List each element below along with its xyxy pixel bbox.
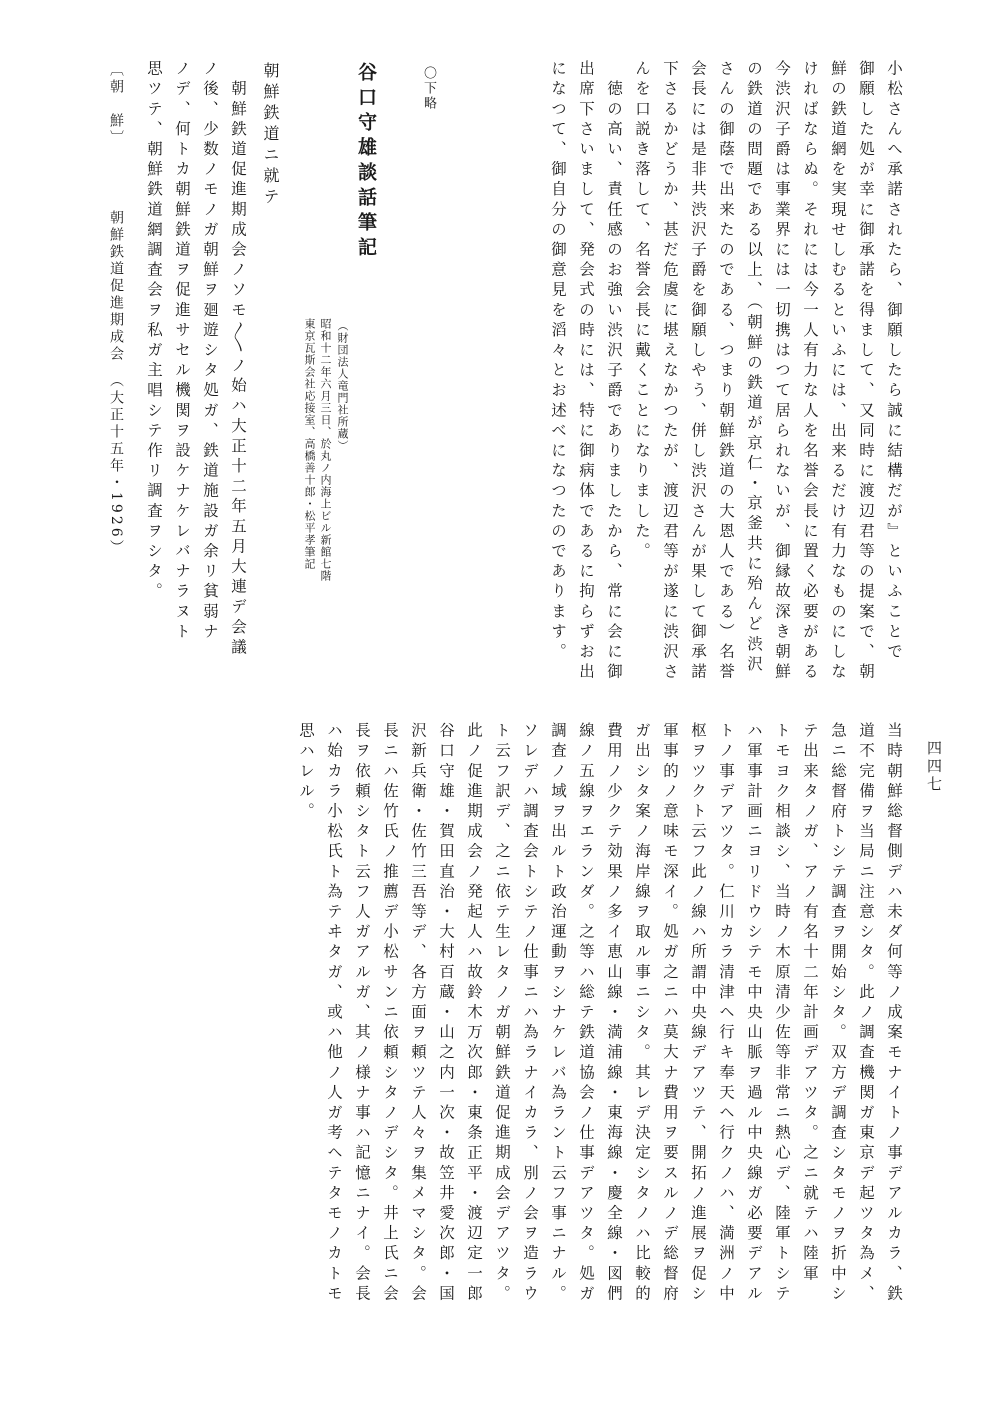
bottom-text-column-5: トモヨク相談シ、当時ノ木原清少佐等非常ニ熱心デ、陸軍トシテ <box>773 722 791 1305</box>
body-text-column-3: ノデ、何トカ朝鮮鉄道ヲ促進サセル機関ヲ設ケナケレバナラヌト <box>173 60 191 643</box>
bottom-text-column-4: テ出来タノガ、アノ有名十二年計画デアツタ。之ニ就テハ陸軍 <box>801 722 819 1285</box>
top-text-column-9: 下さるかどうか、甚だ危虞に堪えなかつたが、渡辺君等が遂に渋沢さ <box>661 60 679 684</box>
section-heading: 谷口守雄談話筆記 <box>355 62 377 262</box>
bottom-text-column-16: 此ノ促進期成会ノ発起人ハ故鈴木万次郎・東条正平・渡辺定一郎 <box>465 722 483 1305</box>
top-text-column-1: 小松さんへ承諾されたら、御願したら誠に結構だが』といふことで <box>885 60 903 663</box>
date-place-line-2: 東京瓦斯会社応接室、高橋善十郎・松平孝筆記 <box>303 318 316 570</box>
top-text-column-7: さんの御蔭で出来たのである、つまり朝鮮鉄道の大恩人である）名誉 <box>717 60 735 684</box>
top-text-column-6: の鉄道の問題である以上、（朝鮮の鉄道が京仁・京釜共に殆んど渋沢 <box>745 60 763 676</box>
bottom-text-column-18: 沢新兵衛・佐竹三吾等デ、各方面ヲ頼ツテ人々ヲ集メマシタ。会 <box>409 722 427 1305</box>
bottom-text-column-13: 調査ノ域ヲ出ルト政治運動ヲシナケレバ為ラント云フ事ニナル。 <box>549 722 567 1305</box>
category-caption: 〔朝 鮮〕 <box>108 62 124 147</box>
body-text-column-2: ノ後、少数ノモノガ朝鮮ヲ廻遊シタ処ガ、鉄道施設ガ余リ貧弱ナ <box>201 60 219 643</box>
bottom-text-column-1: 当時朝鮮総督側デハ未ダ何等ノ成案モナイトノ事デアルカラ、鉄 <box>885 722 903 1305</box>
bottom-text-column-11: 費用ノ少クテ効果ノ多イ恵山線・満浦線・東海線・慶全線・図們 <box>605 722 623 1305</box>
section-caption: 朝鮮鉄道促進期成会 （大正十五年・1926） <box>108 210 124 557</box>
bottom-text-column-8: 枢ヲツクト云フ此ノ線ハ所謂中央線デアツテ、開拓ノ進展ヲ促シ <box>689 722 707 1305</box>
bottom-text-column-21: ハ始カラ小松氏ト為テヰタガ、或ハ他ノ人ガ考ヘテタモノカトモ <box>325 722 343 1305</box>
top-text-column-12: 出席下さいまして、発会式の時には、特に御病体であるに拘らずお出 <box>577 60 595 684</box>
bottom-text-column-20: 長ヲ依頼シタト云フ人ガアルガ、其ノ様ナ事ハ記憶ニナイ。会長 <box>353 722 371 1305</box>
bottom-text-column-19: 長ニハ佐竹氏ノ推薦デ小松サンニ依頼シタノデシタ。井上氏ニ会 <box>381 722 399 1305</box>
omission-mark: 〇下略 <box>421 66 436 111</box>
top-text-column-11: 徳の高い、責任感のお強い渋沢子爵でありましたから、常に会に御 <box>605 60 623 684</box>
top-text-column-5: 今渋沢子爵は事業界には一切携はつて居られないが、御縁故深き朝鮮 <box>773 60 791 684</box>
bottom-text-column-7: トノ事デアツタ。仁川カラ清津ヘ行キ奉天ヘ行クノハ、満洲ノ中 <box>717 722 735 1305</box>
bottom-text-column-17: 谷口守雄・賀田直治・大村百蔵・山之内一次・故笠井愛次郎・国 <box>437 722 455 1305</box>
bottom-text-column-14: ソレデハ調査会トシテノ仕事ニハ為ラナイカラ、別ノ会ヲ造ラウ <box>521 722 539 1305</box>
top-text-column-4: ければならぬ。それには今一人有力な人を名誉会長に置く必要がある <box>801 60 819 684</box>
subheading: 朝鮮鉄道ニ就テ <box>261 62 280 209</box>
bottom-text-column-15: ト云フ訳デ、之ニ依テ生レタノガ朝鮮鉄道促進期成会デアツタ。 <box>493 722 511 1305</box>
top-text-column-2: 御願した処が幸に御承諾を得まして、又同時に渡辺君等の提案で、朝 <box>857 60 875 684</box>
date-place-line-1: 昭和十二年六月三日、於丸ノ内海上ビル新館七階 <box>319 318 332 582</box>
bottom-text-column-22: 思ハレル。 <box>297 722 315 823</box>
top-text-column-10: んを口説き落して、名誉会長に戴くことになりました。 <box>633 60 651 563</box>
bottom-text-column-3: 急ニ総督府トシテ調査ヲ開始シタ。双方デ調査シタモノヲ折中シ <box>829 722 847 1305</box>
body-text-column-4: 思ツテ、朝鮮鉄道網調査会ヲ私ガ主唱シテ作リ調査ヲシタ。 <box>145 60 163 603</box>
bottom-text-column-2: 道不完備ヲ当局ニ注意シタ。此ノ調査機関ガ東京デ起ツタ為メ、 <box>857 722 875 1305</box>
top-text-column-13: になつて、御自分の御意見を滔々とお述べになつたのであります。 <box>549 60 567 663</box>
body-text-column-1: 朝鮮鉄道促進期成会ノソモ〳〵ノ始ハ大正十二年五月大連デ会議 <box>229 60 247 659</box>
bottom-text-column-12: 線ノ五線ヲエランダ。之等ハ総テ鉄道協会ノ仕事デアツタ。処ガ <box>577 722 595 1305</box>
top-text-column-3: 鮮の鉄道網を実現せしむるといふには、出来るだけ有力なものにしな <box>829 60 847 684</box>
bottom-text-column-10: ガ出シタ案ノ海岸線ヲ取ル事ニシタ。其レデ決定シタノハ比較的 <box>633 722 651 1305</box>
page-number: 四四七 <box>925 740 943 794</box>
bottom-text-column-6: ハ軍事計画ニヨリドウシテモ中央山脈ヲ過ル中央線ガ必要デアル <box>745 722 763 1305</box>
source-note: （財団法人竜門社所蔵） <box>336 320 349 452</box>
top-text-column-8: 会長には是非共渋沢子爵を御願しやう、併し渋沢さんが果して御承諾 <box>689 60 707 684</box>
bottom-text-column-9: 軍事的ノ意味モ深イ。処ガ之ニハ莫大ナ費用ヲ要スルノデ総督府 <box>661 722 679 1305</box>
